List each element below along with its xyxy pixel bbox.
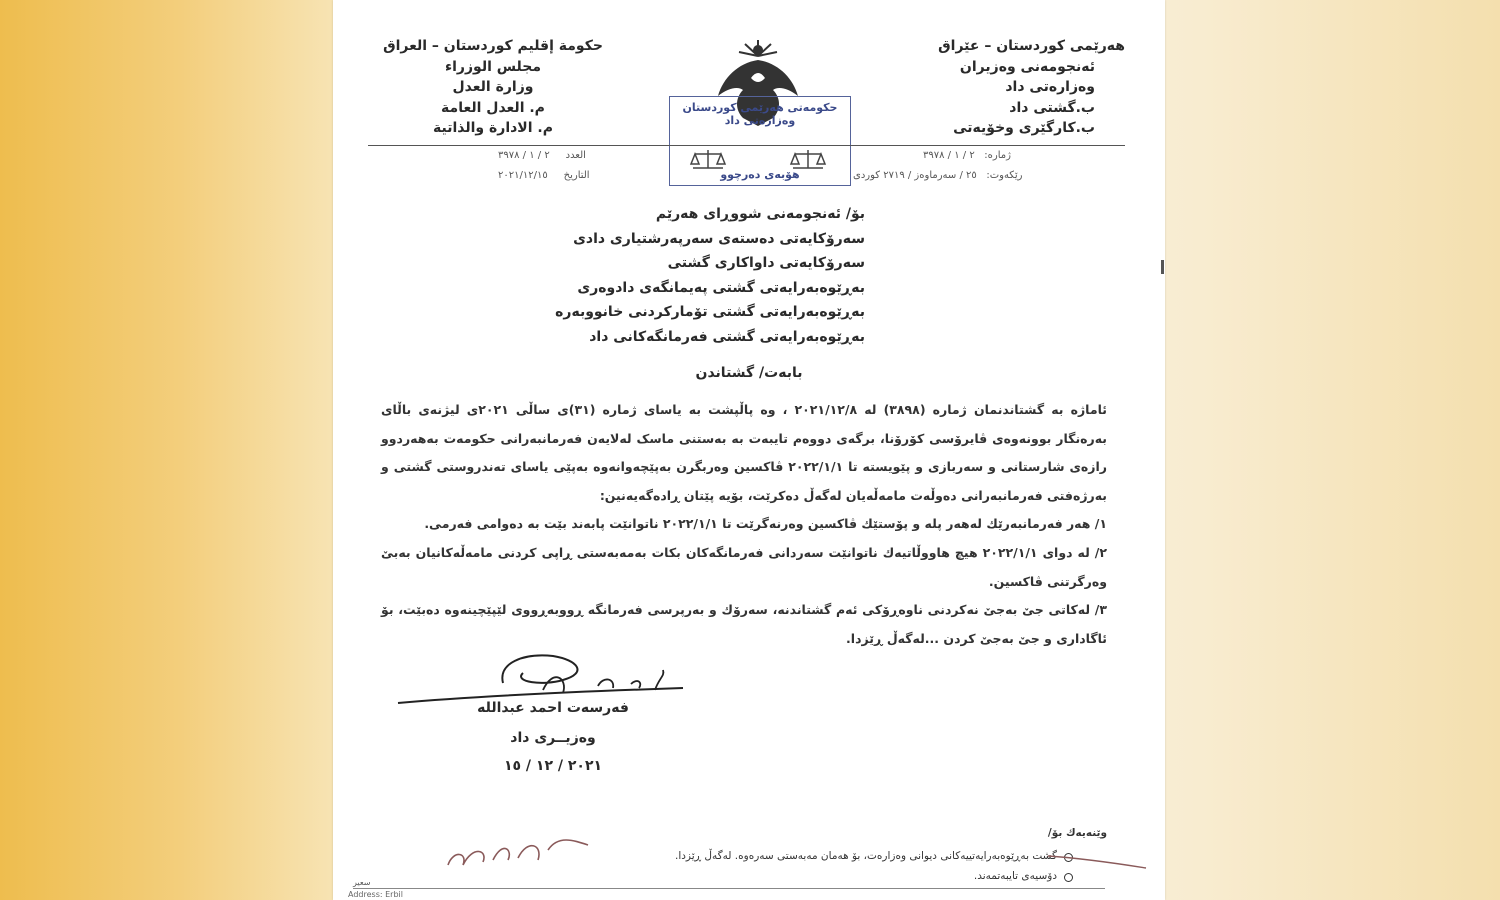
reference-label: التاريخ	[563, 170, 590, 181]
official-stamp	[669, 96, 851, 186]
reference-label: رێکەوت:	[986, 170, 1023, 181]
header-divider	[368, 145, 1125, 146]
letter-body	[381, 396, 1107, 653]
reference-value: ٢٥ / سەرماوەز / ٢٧١٩ کوردی	[853, 170, 977, 181]
header-kurdish-line: هەرێمی کوردستان – عێراق	[938, 38, 1125, 54]
recipient-line: بەڕێوەبەرایەتی گشتی پەیمانگەی دادوەری	[577, 279, 865, 296]
body-item: ٣/ لەکاتی جێ بەجێ نەکردنی ناوەڕۆکی ئەم گشتاندنە، سەرۆك و بەرپرسی فەرمانگە ڕووبەڕووی لێپێچینەوە دەبێت، بۆ ئاگاداری و جێ بەجێ کردن ...لەگەڵ ڕێزدا.	[381, 602, 1107, 646]
reference-number-ar	[498, 150, 586, 161]
reference-label: العدد	[565, 150, 586, 161]
cc-title: وێنەیەك بۆ/	[1047, 827, 1107, 839]
header-arabic-line: م. الادارة والذاتية	[433, 120, 553, 136]
reference-number-ku	[923, 150, 1011, 161]
signature-scribble-icon	[393, 648, 693, 708]
signature-date: ٢٠٢١ / ١٢ / ١٥	[503, 758, 603, 774]
header-arabic-line: مجلس الوزراء	[444, 58, 542, 75]
body-paragraph: ئاماژە بە گشتاندنمان ژمارە (٣٨٩٨) لە ٢٠٢١/١٢/٨ ، وە پاڵپشت بە یاسای ژمارە (٣١)ی ساڵی ٢٠٢١ی لیژنەی باڵای بەرەنگار بوونەوەی ڤایرۆسی کۆرۆنا، برگەی دووەم تایبەت بە بەستنی ماسک لەلایەن فەرمانبەرانی حکومەت بەهەردوو رازەی شارستانی و سەربازی و پێویستە تا ٢٠٢٢/١/١ ڤاکسین وەربگرن بەپێچەوانەوە بەپێی یاسای تەندروستی گشتی و بەرژەفتی فەرمانبەرانی دەوڵەت مامەڵەیان لەگەڵ دەکرێت، بۆیە پێتان ڕادەگەیەنین:	[381, 402, 1107, 503]
footer-divider	[353, 888, 1105, 889]
letter-page	[333, 0, 1165, 900]
subject-line: بابەت/ گشتاندن	[695, 365, 803, 381]
recipient-line: بۆ/ ئەنجومەنی شووڕای هەرێم	[655, 206, 865, 222]
header-arabic	[368, 36, 618, 139]
stamp-line: وەزارەتی داد	[724, 114, 796, 127]
underline-stroke-icon	[1048, 852, 1148, 872]
recipients-list	[555, 206, 865, 353]
body-item: ١/ هەر فەرمانبەرێك لەهەر پلە و پۆستێك ڤاکسین وەرنەگرێت تا ٢٠٢٢/١/١ ناتوانێت پابەند بێت بە دەوامی فەرمی.	[424, 516, 1107, 532]
header-kurdish-line: ب.کارگێری وخۆیەتی	[953, 120, 1095, 136]
footer-address: Address: Erbil	[348, 890, 403, 899]
reference-value: ٢٠٢١/١٢/١٥	[498, 170, 548, 181]
header-arabic-line: حكومة إقليم كوردستان – العراق	[383, 38, 603, 54]
cc-item: دۆسیەی تایبەتمەند.	[973, 870, 1057, 882]
header-kurdish	[885, 36, 1125, 139]
cc-item: گشت بەڕێوەبەرایەتییەکانی دیوانی وەزارەت، بۆ هەمان مەبەستی سەرەوە. لەگەڵ ڕێزدا.	[674, 850, 1057, 862]
header-arabic-line: وزارة العدل	[452, 79, 534, 95]
signatory-name: فەرسەت احمد عبدالله	[477, 700, 629, 716]
recipient-line: بەڕێوەبەرایەتی گشتی فەرمانگەکانی داد	[589, 328, 865, 345]
bullet-icon	[1064, 873, 1073, 882]
header-kurdish-line: ب.گشتی داد	[1009, 99, 1095, 116]
reference-value: ٢ / ١ / ٣٩٧٨	[923, 150, 975, 161]
stamp-line: هۆبەی دەرچوو	[720, 168, 800, 181]
reference-value: ٢ / ١ / ٣٩٧٨	[498, 150, 550, 161]
signatory-title: وەزیــری داد	[510, 730, 596, 746]
recipient-line: سەرۆکایەتی دەستەی سەرپەرشتیاری دادی	[573, 230, 865, 247]
header-kurdish-line: وەزارەتی داد	[1005, 79, 1095, 95]
edge-mark	[1161, 260, 1164, 274]
header-kurdish-line: ئەنجومەنی وەزیران	[959, 58, 1095, 75]
body-item: ٢/ لە دوای ٢٠٢٢/١/١ هیچ هاووڵاتیەك ناتوانێت سەردانی فەرمانگەکان بکات بەمەبەستی ڕاپی کردنی مامەڵەکانیان بەبێ وەرگرتنی ڤاکسین.	[381, 544, 1107, 589]
stamp-line: حکومەتی هەرێمی کوردستان	[682, 101, 838, 114]
reference-date-ar	[498, 170, 590, 181]
reference-label: ژمارە:	[984, 150, 1011, 161]
header-arabic-line: م. العدل العامة	[441, 99, 545, 116]
recipient-line: سەرۆکایەتی داواکاری گشتی	[667, 255, 865, 271]
handwritten-note-icon	[443, 830, 593, 875]
footer-initials: سعير	[353, 878, 371, 887]
reference-date-ku	[853, 170, 1022, 181]
recipient-line: بەڕێوەبەرایەتی گشتی تۆمارکردنی خانووبەرە	[555, 304, 865, 320]
